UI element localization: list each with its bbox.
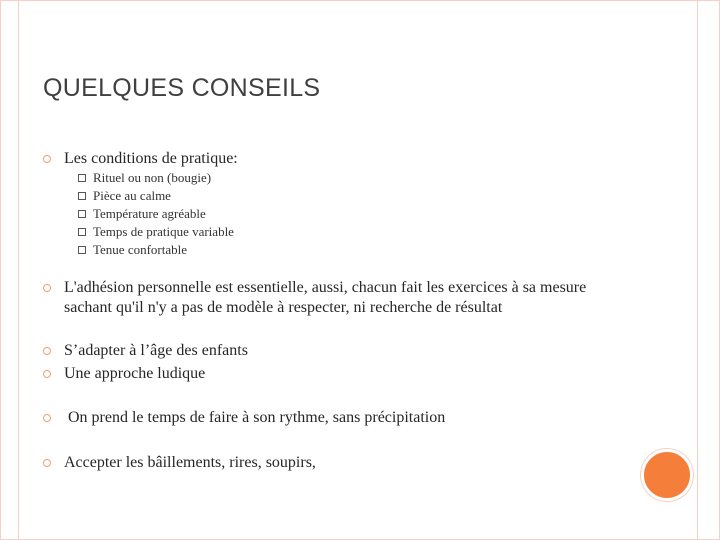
checkbox-bullet-icon — [78, 210, 86, 218]
bullet-text: Les conditions de pratique: — [64, 150, 238, 167]
bullet-text: L'adhésion personnelle est essentielle, aussi, chacun fait les exercices à sa mesure sachant qu'il n'y a pas de modèle à respecter, ni recherche de résultat — [64, 279, 587, 316]
sub-bullet-text: Tenue confortable — [93, 242, 188, 257]
bullet-text: On prend le temps de faire à son rythme, sans précipitation — [64, 409, 446, 426]
bullet-text: Accepter les bâillements, rires, soupirs, — [64, 454, 316, 471]
bullet-ring-icon — [43, 347, 51, 355]
bullet-text: Une approche ludique — [64, 365, 206, 382]
checkbox-bullet-icon — [78, 228, 86, 236]
decorative-orange-circle — [641, 449, 693, 501]
bullet-ring-icon — [43, 155, 51, 163]
bullet-ring-icon — [43, 370, 51, 378]
bullet-text: S’adapter à l’âge des enfants — [64, 342, 248, 359]
sub-bullet-text: Rituel ou non (bougie) — [93, 170, 212, 185]
slide-title: QUELQUES CONSEILS — [43, 74, 321, 102]
sub-bullet-text: Temps de pratique variable — [93, 224, 234, 239]
bullet-ring-icon — [43, 414, 51, 422]
checkbox-bullet-icon — [78, 192, 86, 200]
checkbox-bullet-icon — [78, 246, 86, 254]
sub-bullet-text: Pièce au calme — [93, 188, 171, 203]
bullet-ring-icon — [43, 284, 51, 292]
checkbox-bullet-icon — [78, 174, 86, 182]
sub-bullet-text: Température agréable — [93, 206, 206, 221]
bullet-ring-icon — [43, 459, 51, 467]
